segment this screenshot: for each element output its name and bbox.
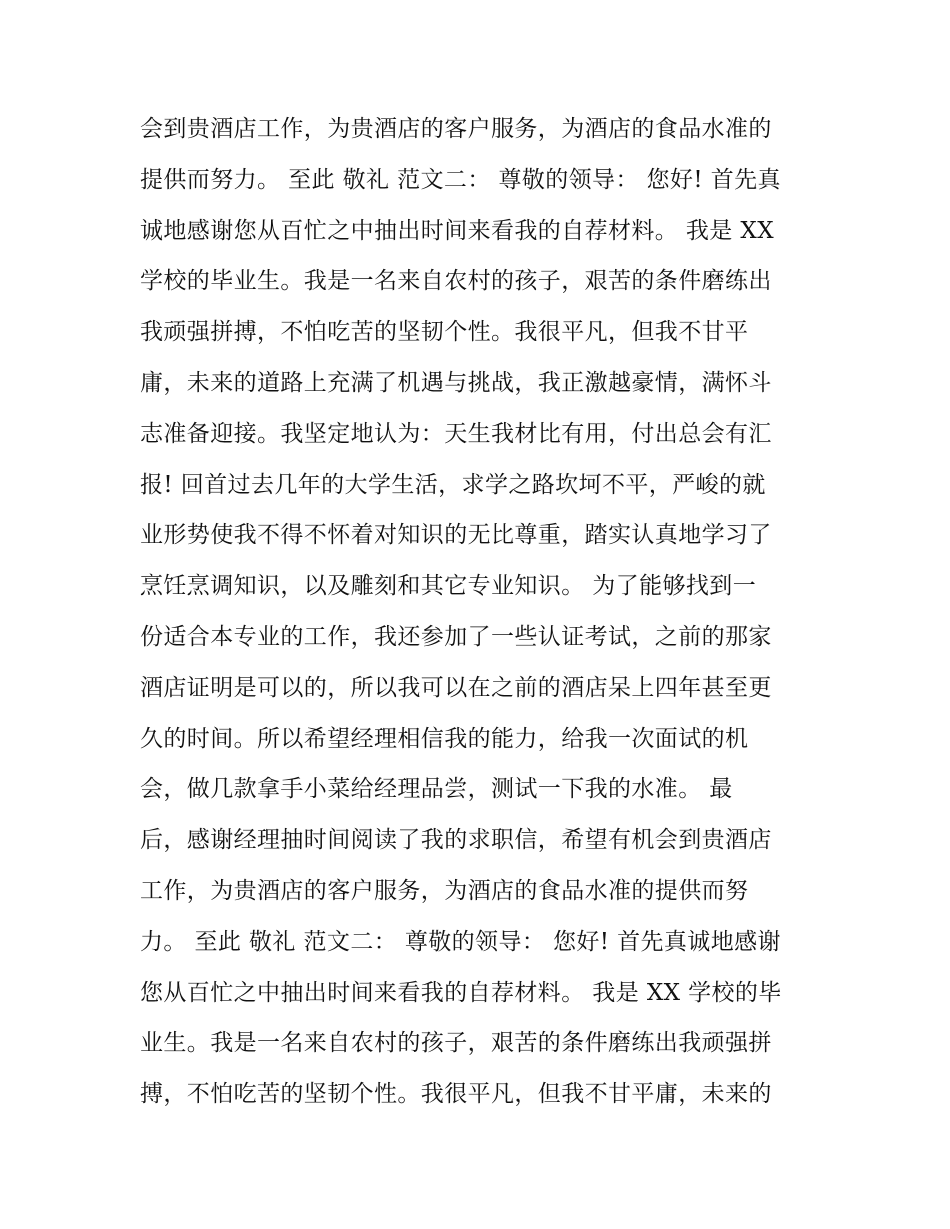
text-line: 业生。我是一名来自农村的孩子，艰苦的条件磨练出我顽强拼 bbox=[140, 1030, 772, 1057]
text-line: 会到贵酒店工作，为贵酒店的客户服务，为酒店的食品水准的 bbox=[140, 116, 772, 142]
text-line: 业形势使我不得不怀着对知识的无比尊重，踏实认真地学习了 bbox=[140, 522, 772, 549]
text-line: 力。 至此 敬礼 范文二： 尊敬的领导： 您好! 首先真诚地感谢 bbox=[140, 928, 781, 955]
text-line: 我顽强拼搏，不怕吃苦的坚韧个性。我很平凡，但我不甘平 bbox=[140, 319, 749, 346]
text-line: 工作，为贵酒店的客户服务，为酒店的食品水准的提供而努 bbox=[140, 877, 749, 904]
text-line: 酒店证明是可以的，所以我可以在之前的酒店呆上四年甚至更 bbox=[140, 674, 772, 701]
text-line: 志准备迎接。我坚定地认为：天生我材比有用，付出总会有汇 bbox=[140, 420, 772, 447]
text-line: 您从百忙之中抽出时间来看我的自荐材料。 我是 XX 学校的毕 bbox=[140, 979, 782, 1006]
text-line: 提供而努力。 至此 敬礼 范文二： 尊敬的领导： 您好! 首先真 bbox=[140, 166, 781, 193]
text-line: 搏，不怕吃苦的坚韧个性。我很平凡，但我不甘平庸，未来的 bbox=[140, 1081, 772, 1108]
text-line: 久的时间。所以希望经理相信我的能力，给我一次面试的机 bbox=[140, 725, 749, 752]
text-line: 后，感谢经理抽时间阅读了我的求职信，希望有机会到贵酒店 bbox=[140, 827, 772, 854]
text-line: 烹饪烹调知识，以及雕刻和其它专业知识。 为了能够找到一 bbox=[140, 573, 757, 600]
body-text bbox=[140, 104, 820, 1120]
text-line: 庸，未来的道路上充满了机遇与挑战，我正激越豪情，满怀斗 bbox=[140, 369, 772, 396]
text-line: 学校的毕业生。我是一名来自农村的孩子，艰苦的条件磨练出 bbox=[140, 268, 772, 295]
text-line: 会，做几款拿手小菜给经理品尝，测试一下我的水准。 最 bbox=[140, 776, 733, 803]
text-line: 报! 回首过去几年的大学生活，求学之路坎坷不平，严峻的就 bbox=[140, 471, 766, 498]
text-line: 份适合本专业的工作，我还参加了一些认证考试，之前的那家 bbox=[140, 623, 772, 650]
text-line: 诚地感谢您从百忙之中抽出时间来看我的自荐材料。 我是 XX bbox=[140, 217, 774, 244]
